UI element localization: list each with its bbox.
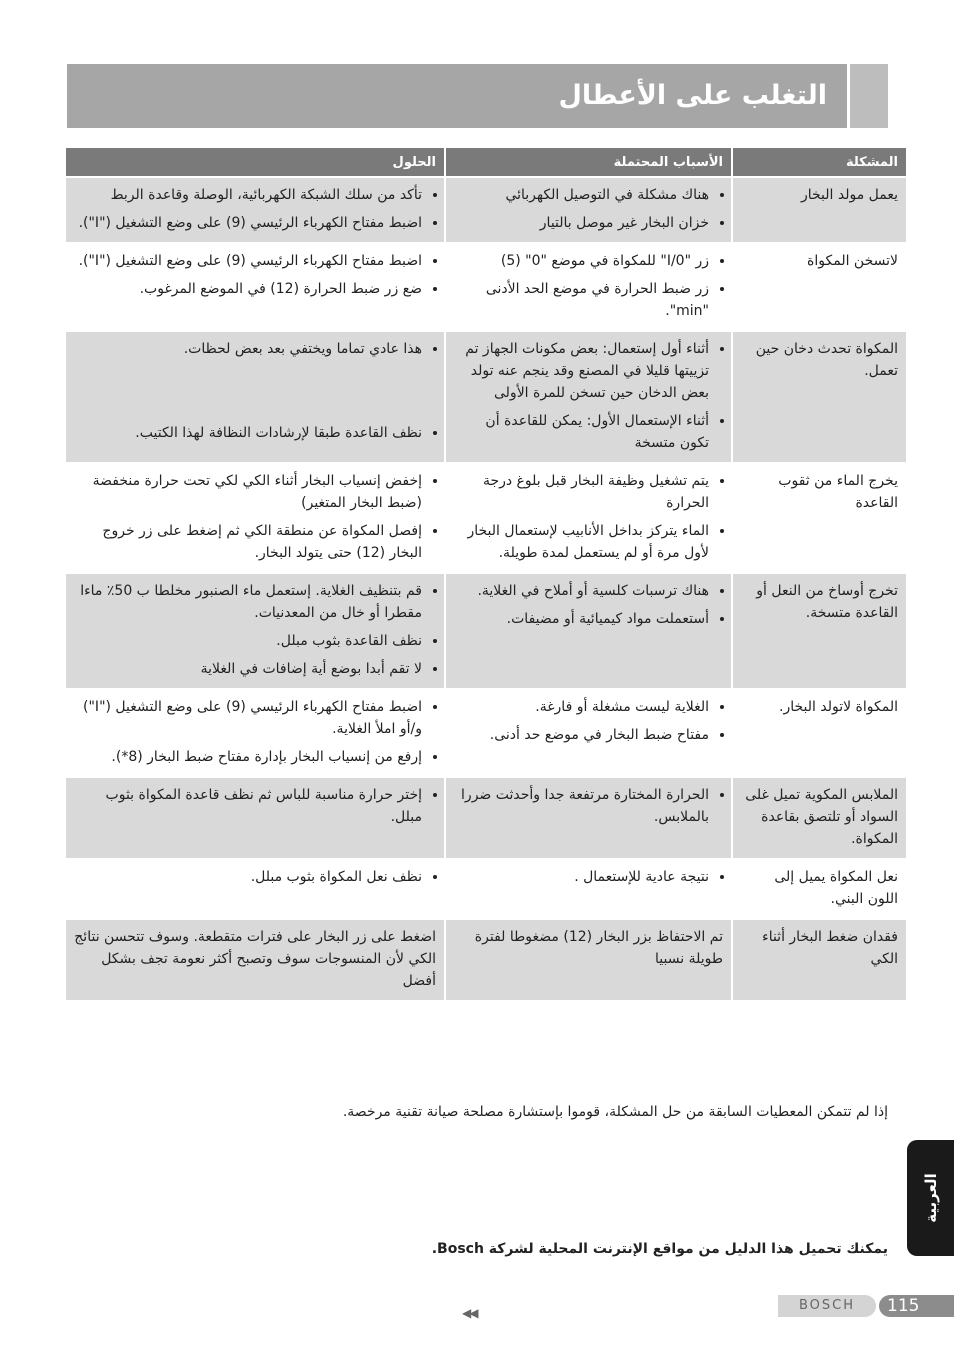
problem-cell: تخرج أوساخ من النعل أو القاعدة متسخة.	[732, 573, 906, 689]
causes-cell	[445, 777, 732, 859]
solution-item: • إفصل المكواة عن منطقة الكي ثم إضغط على زر خروج البخار (12) حتى يتولد البخار.	[74, 520, 422, 564]
table-row	[66, 177, 906, 243]
causes-cell	[445, 859, 732, 919]
brand-label: BOSCH	[778, 1295, 876, 1317]
table-row	[66, 463, 906, 573]
cause-item: • هناك ترسبات كلسية أو أملاح في الغلاية.	[454, 580, 709, 602]
solution-item: • ضع زر ضبط الحرارة (12) في الموضع المرغوب.	[74, 278, 422, 300]
causes-cell	[445, 243, 732, 331]
causes-cell	[445, 331, 732, 463]
causes-cell: تم الاحتفاظ بزر البخار (12) مضغوطا لفترة طويلة نسبيا	[445, 919, 732, 1000]
causes-cell	[445, 177, 732, 243]
problem-cell: يخرج الماء من ثقوب القاعدة	[732, 463, 906, 573]
download-note: يمكنك تحميل هذا الدليل من مواقع الإنترنت المحلية لشركة Bosch.	[431, 1241, 888, 1257]
solutions-cell	[66, 573, 445, 689]
solutions-cell	[66, 463, 445, 573]
causes-cell	[445, 463, 732, 573]
cause-item: • هناك مشكلة في التوصيل الكهربائي	[454, 184, 709, 206]
solutions-cell	[66, 177, 445, 243]
column-header-problem: المشكلة	[732, 148, 906, 177]
solution-item: • اضبط مفتاح الكهرباء الرئيسي (9) على وضع التشغيل ("I").	[74, 250, 422, 272]
solution-item: • هذا عادي تماما ويختفي بعد بعض لحظات.	[74, 338, 422, 360]
table-header-row	[66, 148, 906, 177]
cause-item: • مفتاح ضبط البخار في موضع حد أدنى.	[454, 724, 709, 746]
table-row	[66, 689, 906, 777]
cause-item: • زر ضبط الحرارة في موضع الحد الأدنى "min".	[454, 278, 709, 322]
solutions-cell	[66, 689, 445, 777]
solution-item: • نظف نعل المكواة بثوب مبلل.	[74, 866, 422, 888]
solution-item: • إختر حرارة مناسبة للباس ثم نظف قاعدة المكواة بثوب مبلل.	[74, 784, 422, 828]
solution-item: • لا تقم أبدا بوضع أية إضافات في الغلاية	[74, 658, 422, 680]
cause-item: • الماء يتركز بداخل الأنابيب لإستعمال البخار لأول مرة أو لم يستعمل لمدة طويلة.	[454, 520, 709, 564]
troubleshooting-table	[66, 148, 906, 1000]
table-row	[66, 243, 906, 331]
solutions-cell	[66, 859, 445, 919]
solution-item: • تأكد من سلك الشبكة الكهربائية، الوصلة وقاعدة الربط	[74, 184, 422, 206]
problem-cell: المكواة تحدث دخان حين تعمل.	[732, 331, 906, 463]
cause-item: • خزان البخار غير موصل بالتيار	[454, 212, 709, 234]
problem-cell: المكواة لاتولد البخار.	[732, 689, 906, 777]
back-arrows-icon: ◀◀	[462, 1306, 477, 1320]
table-row	[66, 777, 906, 859]
table-row	[66, 331, 906, 463]
page-number: 115	[879, 1295, 954, 1317]
solution-item: • إرفع من إنسياب البخار بإدارة مفتاح ضبط البخار (8*).	[74, 746, 422, 768]
language-tab-label: العربية	[921, 1173, 940, 1223]
title-bar-accent	[850, 64, 888, 128]
solutions-cell	[66, 243, 445, 331]
solution-item: • قم بتنظيف الغلاية. إستعمل ماء الصنبور مخلطا ب 50٪ ماءا مقطرا أو خال من المعدنيات.	[74, 580, 422, 624]
column-header-solutions: الحلول	[66, 148, 445, 177]
cause-item: • يتم تشغيل وظيفة البخار قبل بلوغ درجة الحرارة	[454, 470, 709, 514]
solution-item: • نظف القاعدة طبقا لإرشادات النظافة لهذا الكتيب.	[74, 422, 422, 444]
table-row	[66, 859, 906, 919]
column-header-causes: الأسباب المحتملة	[445, 148, 732, 177]
cause-item: • نتيجة عادية للإستعمال .	[454, 866, 709, 888]
title-bar	[67, 64, 847, 128]
solution-item: • إخفض إنسياب البخار أثناء الكي لكي تحت حرارة منخفضة (ضبط البخار المتغير)	[74, 470, 422, 514]
problem-cell: نعل المكواة يميل إلى اللون البني.	[732, 859, 906, 919]
problem-cell: لاتسخن المكواة	[732, 243, 906, 331]
language-tab	[907, 1140, 954, 1256]
table-row	[66, 573, 906, 689]
problem-cell: فقدان ضغط البخار أثناء الكي	[732, 919, 906, 1000]
cause-item: • أثناء أول إستعمال: بعض مكونات الجهاز تم تزييتها قليلا في المصنع وقد ينجم عنه تولد بعض الدخان حين تسخن للمرة الأولى	[454, 338, 709, 404]
solutions-cell: اضغط على زر البخار على فترات متقطعة. وسوف تتحسن نتائج الكي لأن المنسوجات سوف وتصبح أكثر نعومة تجف بشكل أفضل	[66, 919, 445, 1000]
service-footnote: إذا لم تتمكن المعطيات السابقة من حل المشكلة، قوموا بإستشارة مصلحة صيانة تقنية مرخصة.	[342, 1104, 888, 1120]
causes-cell	[445, 573, 732, 689]
solutions-cell	[66, 331, 445, 463]
solution-item: • اضبط مفتاح الكهرباء الرئيسي (9) على وضع التشغيل ("I").	[74, 212, 422, 234]
cause-item: • الحرارة المختارة مرتفعة جدا وأحدثت ضررا بالملابس.	[454, 784, 709, 828]
cause-item: • زر "I/0" للمكواة في موضع "0" (5)	[454, 250, 709, 272]
cause-item: • أثناء الإستعمال الأول: يمكن للقاعدة أن تكون متسخة	[454, 410, 709, 454]
solutions-cell	[66, 777, 445, 859]
cause-item: • أستعملت مواد كيميائية أو مضيفات.	[454, 608, 709, 630]
problem-cell: الملابس المكوية تميل غلى السواد أو تلتصق بقاعدة المكواة.	[732, 777, 906, 859]
solution-item: • نظف القاعدة بثوب مبلل.	[74, 630, 422, 652]
causes-cell	[445, 689, 732, 777]
solution-item: • اضبط مفتاح الكهرباء الرئيسي (9) على وضع التشغيل ("I") و/أو املأ الغلاية.	[74, 696, 422, 740]
cause-item: • الغلاية ليست مشغلة أو فارغة.	[454, 696, 709, 718]
page-title: التغلب على الأعطال	[558, 80, 827, 111]
problem-cell: يعمل مولد البخار	[732, 177, 906, 243]
table-row	[66, 919, 906, 1000]
